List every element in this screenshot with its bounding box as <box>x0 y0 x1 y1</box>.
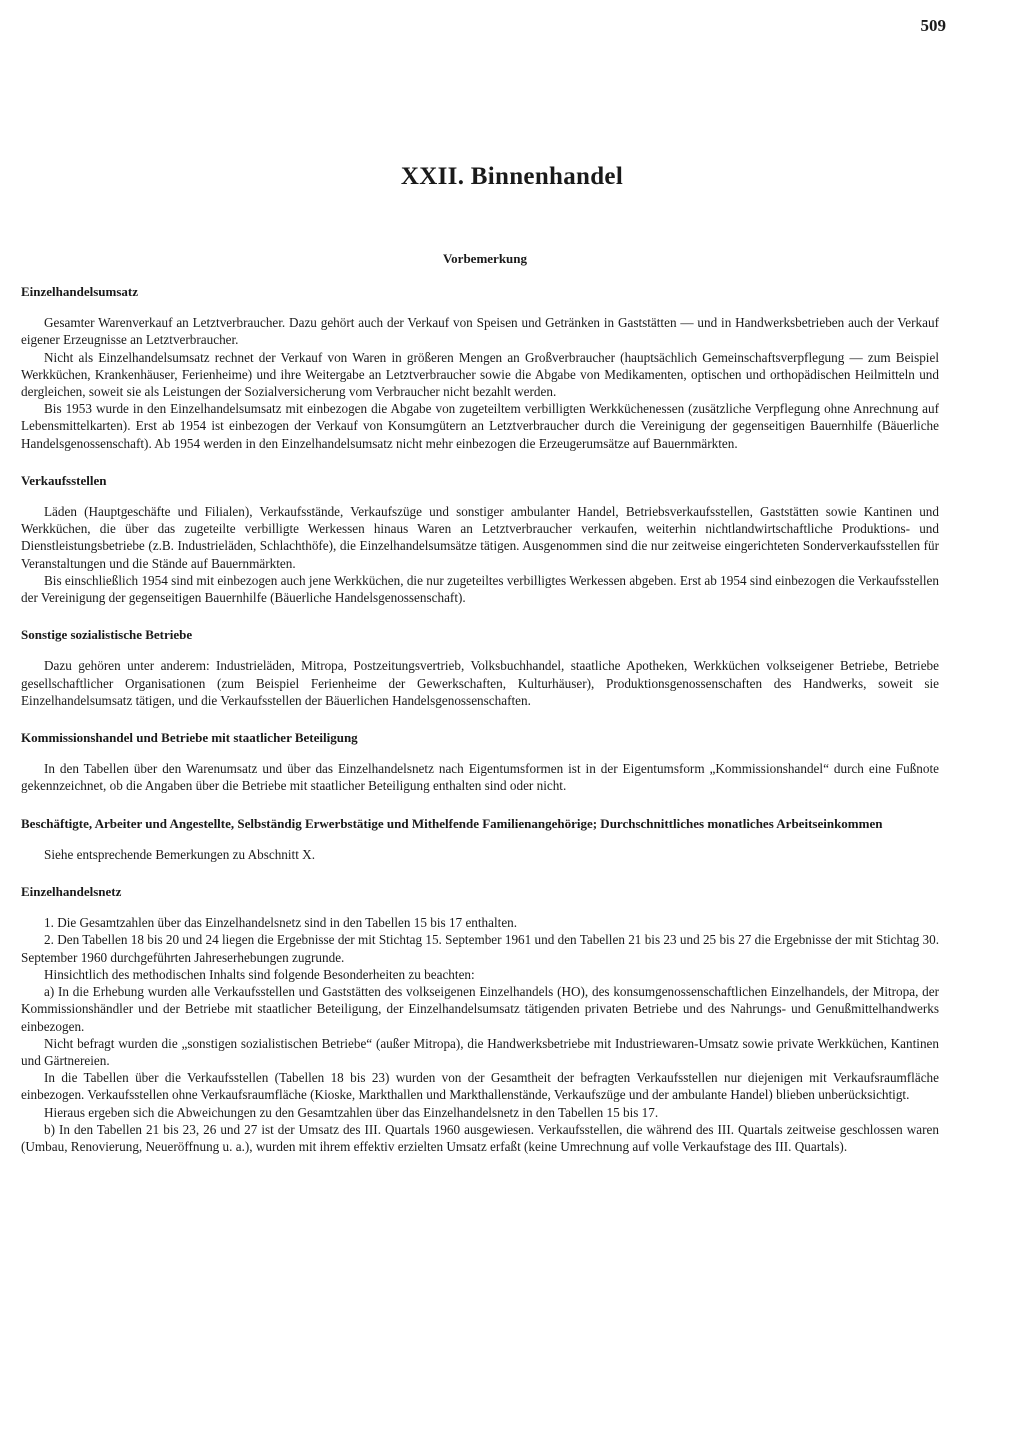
section-heading: Verkaufsstellen <box>21 472 107 488</box>
section-verkaufsstellen <box>21 472 939 606</box>
paragraph: Nicht befragt wurden die „sonstigen sozialistischen Betriebe“ (außer Mitropa), die Handwerksbetriebe mit Industriewaren-Umsatz sowie private Werkküchen, Kantinen und Gärtnereien. <box>21 1035 939 1068</box>
paragraph: Hinsichtlich des methodischen Inhalts sind folgende Besonderheiten zu beachten: <box>44 966 475 982</box>
section-einzelhandelsumsatz <box>21 283 939 452</box>
paragraph: In die Tabellen über die Verkaufsstellen (Tabellen 18 bis 23) wurden von der Gesamtheit der befragten Verkaufsstellen nur diejenigen mit Verkaufsraumfläche einbezogen. Verkaufsstellen ohne Verkaufsraumfläche (Kioske, Markthallen und Markthallenstände, Verkaufszüge und der ambulante Handel) blieben unberücksichtigt. <box>21 1070 939 1103</box>
section-heading: Einzelhandelsnetz <box>21 884 122 900</box>
section-beschaeftigte <box>21 815 939 863</box>
paragraph: 1. Die Gesamtzahlen über das Einzelhandelsnetz sind in den Tabellen 15 bis 17 enthalten. <box>44 915 518 931</box>
paragraph: Siehe entsprechende Bemerkungen zu Abschnitt X. <box>44 846 315 862</box>
paragraph: a) In die Erhebung wurden alle Verkaufsstellen und Gaststätten des volkseigenen Einzelhandels (HO), des konsumgenossenschaftlichen Einzelhandels, der Mitropa, der Kommissionshändler und der Betriebe mit staatlicher Beteiligung, der Einzelhandelsumsatz tätigenden privaten Betriebe und des Nahrungs- und Genußmittelhandwerks einbezogen. <box>21 984 939 1034</box>
preliminary-remark-heading: Vorbemerkung <box>442 251 528 266</box>
section-sonstige-sozialistische-betriebe <box>21 626 939 709</box>
paragraph: 2. Den Tabellen 18 bis 20 und 24 liegen die Ergebnisse der mit Stichtag 15. September 1961 und den Tabellen 21 bis 23 und 25 bis 27 die Ergebnisse der mit Stichtag 30. September 1960 durchgeführten Jahreserhebungen zugrunde. <box>21 932 939 965</box>
paragraph: In den Tabellen über den Warenumsatz und über das Einzelhandelsnetz nach Eigentumsformen ist in der Eigentumsform „Kommissionshandel“ durch eine Fußnote gekennzeichnet, ob die Angaben über die Betriebe mit staatlicher Beteiligung enthalten sind oder nicht. <box>21 761 939 794</box>
paragraph: Läden (Hauptgeschäfte und Filialen), Verkaufsstände, Verkaufszüge und sonstiger ambulanter Handel, Betriebsverkaufsstellen, Gaststätten sowie Kantinen und Werkküchen, die über das zugeteilte verbilligte Werkessen hinaus Waren an Letztverbraucher verkaufen, weiterhin nichtlandwirtschaftliche Produktions- und Dienstleistungsbetriebe (z.B. Industrieläden, Schlachthöfe), die Einzelhandelsumsätze tätigen. Ausgenommen sind die nur zeitweise eingerichteten Sonderverkaufsstellen für Veranstaltungen und die Stände auf Bauernmärkten. <box>21 504 939 571</box>
paragraph: Bis 1953 wurde in den Einzelhandelsumsatz mit einbezogen die Abgabe von zugeteiltem verbilligten Werkküchenessen (zusätzliche Verpflegung ohne Anrechnung auf Lebensmittelkarten). Erst ab 1954 ist einbezogen der Verkauf von Konsumgütern an Letztverbraucher durch die Vereinigung der gegenseitigen Bauernhilfe (Bäuerliche Handelsgenossenschaft). Ab 1954 werden in den Einzelhandelsumsatz nicht mehr einbezogen die Erzeugerumsätze auf Bauernmärkten. <box>21 401 939 451</box>
chapter-title: XXII. Binnenhandel <box>400 163 624 190</box>
paragraph: Hieraus ergeben sich die Abweichungen zu den Gesamtzahlen über das Einzelhandelsnetz in den Tabellen 15 bis 17. <box>44 1104 659 1120</box>
paragraph: b) In den Tabellen 21 bis 23, 26 und 27 ist der Umsatz des III. Quartals 1960 ausgewiesen. Verkaufsstellen, die während des III. Quartals zeitweise geschlossen waren (Umbau, Renovierung, Neueröffnung u. a.), wurden mit ihrem effektiv erzielten Umsatz erfaßt (keine Umrechnung auf volle Verkaufstage des III. Quartals). <box>21 1121 939 1154</box>
document-body <box>21 283 939 1175</box>
section-einzelhandelsnetz <box>21 883 939 1155</box>
section-heading: Sonstige sozialistische Betriebe <box>21 627 193 643</box>
section-heading: Beschäftigte, Arbeiter und Angestellte, Selbständig Erwerbstätige und Mithelfende Familienangehörige; Durchschnittliches monatliches Arbeitseinkommen <box>21 815 883 831</box>
section-heading: Einzelhandelsumsatz <box>21 284 139 299</box>
paragraph: Dazu gehören unter anderem: Industrieläden, Mitropa, Postzeitungsvertrieb, Volksbuchhandel, staatliche Apotheken, Werkküchen volkseigener Betriebe, Betriebe gesellschaftlicher Organisationen (zum Beispiel Ferienheime der Gewerkschaften, Kulturhäuser), Produktionsgenossenschaften des Handwerks, soweit sie Einzelhandelsumsatz tätigen, und die Verkaufsstellen der Bäuerlichen Handelsgenossenschaften. <box>21 658 939 708</box>
section-kommissionshandel <box>21 729 939 795</box>
paragraph: Nicht als Einzelhandelsumsatz rechnet der Verkauf von Waren in größeren Mengen an Großverbraucher (hauptsächlich Gemeinschaftsverpflegung — zum Beispiel Werkküchen, Krankenhäuser, Ferienheime) und ihre Weitergabe an Letztverbraucher sowie die Abgabe von Medikamenten, optischen und orthopädischen Heilmitteln und dergleichen, soweit sie als Leistungen der Sozialversicherung vom Verbraucher nicht bezahlt werden. <box>21 349 939 400</box>
paragraph: Bis einschließlich 1954 sind mit einbezogen auch jene Werkküchen, die nur zugeteiltes verbilligtes Werkessen abgeben. Erst ab 1954 sind einbezogen die Verkaufsstellen der Vereinigung der gegenseitigen Bauernhilfe (Bäuerliche Handelsgenossenschaft). <box>21 572 939 606</box>
paragraph: Gesamter Warenverkauf an Letztverbraucher. Dazu gehört auch der Verkauf von Speisen und Getränken in Gaststätten — und in Handwerksbetrieben auch der Verkauf eigener Erzeugnisse an Letztverbraucher. <box>21 315 939 348</box>
page-number: 509 <box>920 16 946 35</box>
section-heading: Kommissionshandel und Betriebe mit staatlicher Beteiligung <box>21 730 358 746</box>
